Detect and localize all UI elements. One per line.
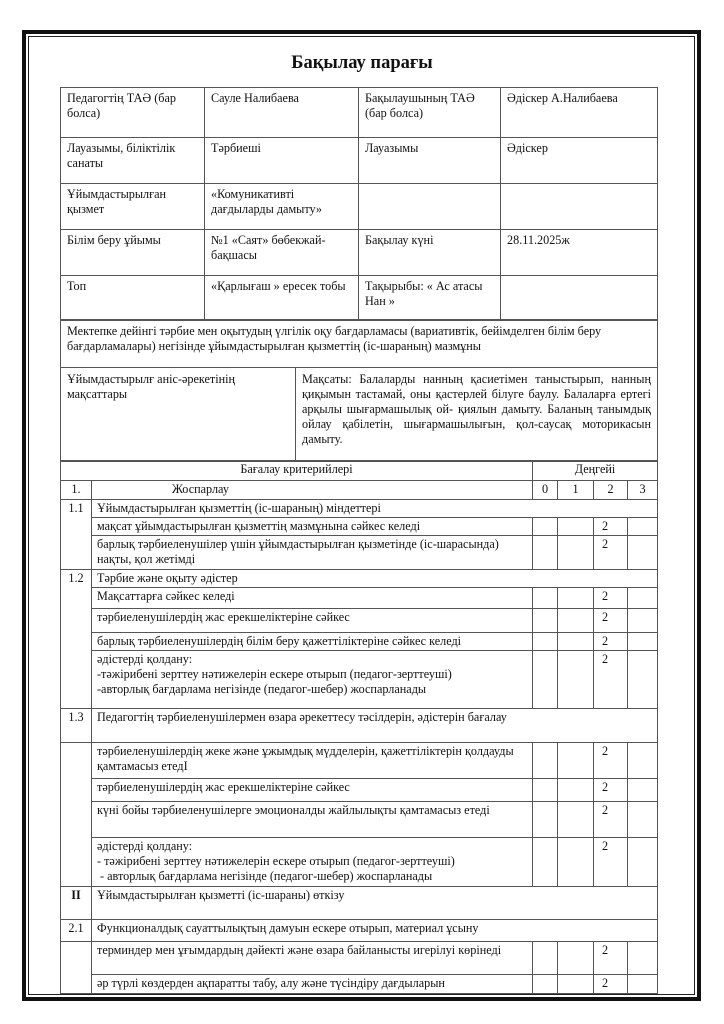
content-table — [60, 319, 658, 462]
subsection-1-3-row — [61, 709, 658, 743]
criterion-row — [61, 743, 658, 779]
criterion-line: -тәжірибені зерттеу нәтижелерін ескере отырып (педагог-зерттеуші) — [97, 667, 452, 681]
score-3-cell — [628, 942, 658, 975]
score-2-cell: 2 — [594, 802, 628, 838]
level-2-header: 2 — [594, 481, 628, 500]
observer-name-value: Әдіскер А.Налибаева — [501, 88, 658, 138]
score-1-cell — [558, 588, 594, 609]
score-0-cell — [533, 536, 558, 570]
score-0-cell — [533, 743, 558, 779]
score-2-cell: 2 — [594, 518, 628, 536]
score-1-cell — [558, 942, 594, 975]
criteria-table — [60, 460, 658, 994]
subsection-1-2-label: Тәрбие және оқыту әдістер — [92, 570, 658, 588]
score-0-cell — [533, 609, 558, 633]
info-row-position — [61, 138, 658, 184]
teacher-name-value: Сауле Налибаева — [205, 88, 359, 138]
score-0-cell — [533, 975, 558, 994]
section-1-number: 1. — [61, 481, 92, 500]
criterion-line: - тәжірибені зерттеу нәтижелерін ескере отырып (педагог-зерттеуші) — [97, 854, 455, 868]
criterion-text: тәрбиеленушілердің жеке және ұжымдық мүдделерін, қажеттіліктерін қолдауды қамтамасыз етедІ — [92, 743, 533, 779]
criterion-text: мақсат ұйымдастырылған қызметтің мазмұнына сәйкес келеді — [92, 518, 533, 536]
subsection-2-1-row — [61, 920, 658, 942]
criterion-text: барлық тәрбиеленушілердің білім беру қажеттіліктеріне сәйкес келеді — [92, 633, 533, 651]
criterion-text — [92, 838, 533, 887]
score-0-cell — [533, 779, 558, 802]
score-1-cell — [558, 609, 594, 633]
levels-header-label: Деңгейі — [533, 461, 658, 481]
subsection-2-1-label: Функционалдық сауаттылықтың дамуын ескере отырып, материал ұсыну — [92, 920, 658, 942]
info-row-group — [61, 276, 658, 321]
score-3-cell — [628, 779, 658, 802]
activity-label: Ұйымдастырылған қызмет — [61, 184, 205, 230]
subsection-1-3-blank — [61, 743, 92, 887]
section-2-number: II — [61, 887, 92, 920]
criterion-text: тәрбиеленушілердің жас ерекшеліктеріне сәйкес — [92, 609, 533, 633]
program-text: Мектепке дейінгі тәрбие мен оқытудың үлгілік оқу бағдарламасы (вариативтік, бейімделген білім беру бағдарламалары) негізінде ұйымдастырылған қызметтің (іс-шараның) мазмұны — [61, 320, 658, 368]
program-row — [61, 320, 658, 368]
info-row-activity — [61, 184, 658, 230]
subsection-1-1-label: Ұйымдастырылған қызметтің (іс-шараның) міндеттері — [92, 500, 658, 518]
score-3-cell — [628, 743, 658, 779]
criterion-row — [61, 651, 658, 709]
subsection-1-1-number: 1.1 — [61, 500, 92, 570]
score-2-cell: 2 — [594, 838, 628, 887]
level-0-header: 0 — [533, 481, 558, 500]
section-2-label: Ұйымдастырылған қызметті (іс-шараны) өткізу — [92, 887, 658, 920]
criterion-row — [61, 588, 658, 609]
score-0-cell — [533, 518, 558, 536]
activity-value: «Комуникативті дағдыларды дамыту» — [205, 184, 359, 230]
score-2-cell: 2 — [594, 975, 628, 994]
group-label: Топ — [61, 276, 205, 321]
score-2-cell: 2 — [594, 779, 628, 802]
criterion-text: тәрбиеленушілердің жас ерекшеліктеріне сәйкес — [92, 779, 533, 802]
info-row-organization — [61, 230, 658, 276]
level-3-header: 3 — [628, 481, 658, 500]
score-1-cell — [558, 633, 594, 651]
criterion-row — [61, 518, 658, 536]
observation-date-value: 28.11.2025ж — [501, 230, 658, 276]
subsection-2-1-number: 2.1 — [61, 920, 92, 942]
goals-text: Мақсаты: Балаларды нанның қасиетімен таныстырып, нанның қиқымын тастамай, оны қастерлей білуге баулу. Балаларға ертегі арқылы шығармашылық ой- қиялын дамыту. Баланың танымдық ойлау қабілетін, шығармашылығын, қол-саусақ моторикасын дамыту. — [296, 368, 658, 462]
criterion-text: Мақсаттарға сәйкес келеді — [92, 588, 533, 609]
subsection-1-3-number: 1.3 — [61, 709, 92, 743]
info-row-teacher — [61, 88, 658, 138]
criterion-text — [92, 651, 533, 709]
score-3-cell — [628, 802, 658, 838]
observation-date-label: Бақылау күні — [359, 230, 501, 276]
score-3-cell — [628, 975, 658, 994]
topic-empty — [501, 276, 658, 321]
teacher-position-value: Тәрбиеші — [205, 138, 359, 184]
criterion-row — [61, 942, 658, 975]
subsection-2-1-blank — [61, 942, 92, 994]
observer-name-label: Бақылаушының ТАӘ (бар болса) — [359, 88, 501, 138]
criterion-row — [61, 838, 658, 887]
teacher-position-label: Лауазымы, біліктілік санаты — [61, 138, 205, 184]
score-3-cell — [628, 651, 658, 709]
score-3-cell — [628, 518, 658, 536]
observer-position-value: Әдіскер — [501, 138, 658, 184]
score-3-cell — [628, 609, 658, 633]
score-1-cell — [558, 838, 594, 887]
criterion-row — [61, 779, 658, 802]
criterion-row — [61, 975, 658, 994]
score-2-cell: 2 — [594, 651, 628, 709]
score-2-cell: 2 — [594, 743, 628, 779]
observer-position-label: Лауазымы — [359, 138, 501, 184]
criterion-line: әдістерді қолдану: — [97, 839, 193, 853]
criterion-text: терминдер мен ұғымдардың дәйекті және өзара байланысты игерілуі көрінеді — [92, 942, 533, 975]
score-1-cell — [558, 743, 594, 779]
criterion-row — [61, 802, 658, 838]
score-1-cell — [558, 802, 594, 838]
activity-empty-1 — [359, 184, 501, 230]
group-value: «Қарлығаш » ересек тобы — [205, 276, 359, 321]
score-2-cell: 2 — [594, 536, 628, 570]
criterion-text: әр түрлі көздерден ақпаратты табу, алу және түсіндіру дағдыларын — [92, 975, 533, 994]
score-2-cell: 2 — [594, 942, 628, 975]
score-3-cell — [628, 633, 658, 651]
score-1-cell — [558, 518, 594, 536]
score-1-cell — [558, 779, 594, 802]
score-2-cell: 2 — [594, 588, 628, 609]
page-title: Бақылау парағы — [291, 53, 433, 73]
section-1-label: Жоспарлау — [92, 481, 533, 500]
topic-value: Тақырыбы: « Ас атасы Нан » — [359, 276, 501, 321]
score-3-cell — [628, 838, 658, 887]
subsection-1-2-number: 1.2 — [61, 570, 92, 709]
criterion-row — [61, 633, 658, 651]
subsection-1-2-row — [61, 570, 658, 588]
criterion-line: - авторлық бағдарлама негізінде (педагог-шебер) жоспарланады — [97, 869, 433, 883]
activity-empty-2 — [501, 184, 658, 230]
criterion-line: -авторлық бағдарлама негізінде (педагог-шебер) жоспарланады — [97, 682, 427, 696]
score-3-cell — [628, 588, 658, 609]
score-0-cell — [533, 942, 558, 975]
score-1-cell — [558, 975, 594, 994]
goals-label: Ұйымдастырылғ аніс-әрекетінің мақсаттары — [61, 368, 296, 462]
score-0-cell — [533, 802, 558, 838]
score-0-cell — [533, 588, 558, 609]
score-0-cell — [533, 633, 558, 651]
subsection-1-1-row — [61, 500, 658, 518]
criteria-header-label: Бағалау критерийлері — [61, 461, 533, 481]
section-2-row — [61, 887, 658, 920]
score-0-cell — [533, 651, 558, 709]
score-1-cell — [558, 536, 594, 570]
score-3-cell — [628, 536, 658, 570]
teacher-name-label: Педагогтің ТАӘ (бар болса) — [61, 88, 205, 138]
level-1-header: 1 — [558, 481, 594, 500]
criterion-line: әдістерді қолдану: — [97, 652, 193, 666]
criterion-row — [61, 609, 658, 633]
score-0-cell — [533, 838, 558, 887]
subsection-1-3-label: Педагогтің тәрбиеленушілермен өзара әрекеттесу тәсілдерін, әдістерін бағалау — [92, 709, 658, 743]
goals-row — [61, 368, 658, 462]
criteria-header-row — [61, 461, 658, 481]
criterion-text: күні бойы тәрбиеленушілерге эмоционалды жайлылықты қамтамасыз етеді — [92, 802, 533, 838]
section-1-row — [61, 481, 658, 500]
organization-label: Білім беру ұйымы — [61, 230, 205, 276]
info-table — [60, 87, 658, 321]
criterion-text: барлық тәрбиеленушілер үшін ұйымдастырылған қызметінде (іс-шарасында) нақты, қол жетімді — [92, 536, 533, 570]
criterion-row — [61, 536, 658, 570]
organization-value: №1 «Саят» бөбекжай-бақшасы — [205, 230, 359, 276]
score-1-cell — [558, 651, 594, 709]
score-2-cell: 2 — [594, 609, 628, 633]
score-2-cell: 2 — [594, 633, 628, 651]
